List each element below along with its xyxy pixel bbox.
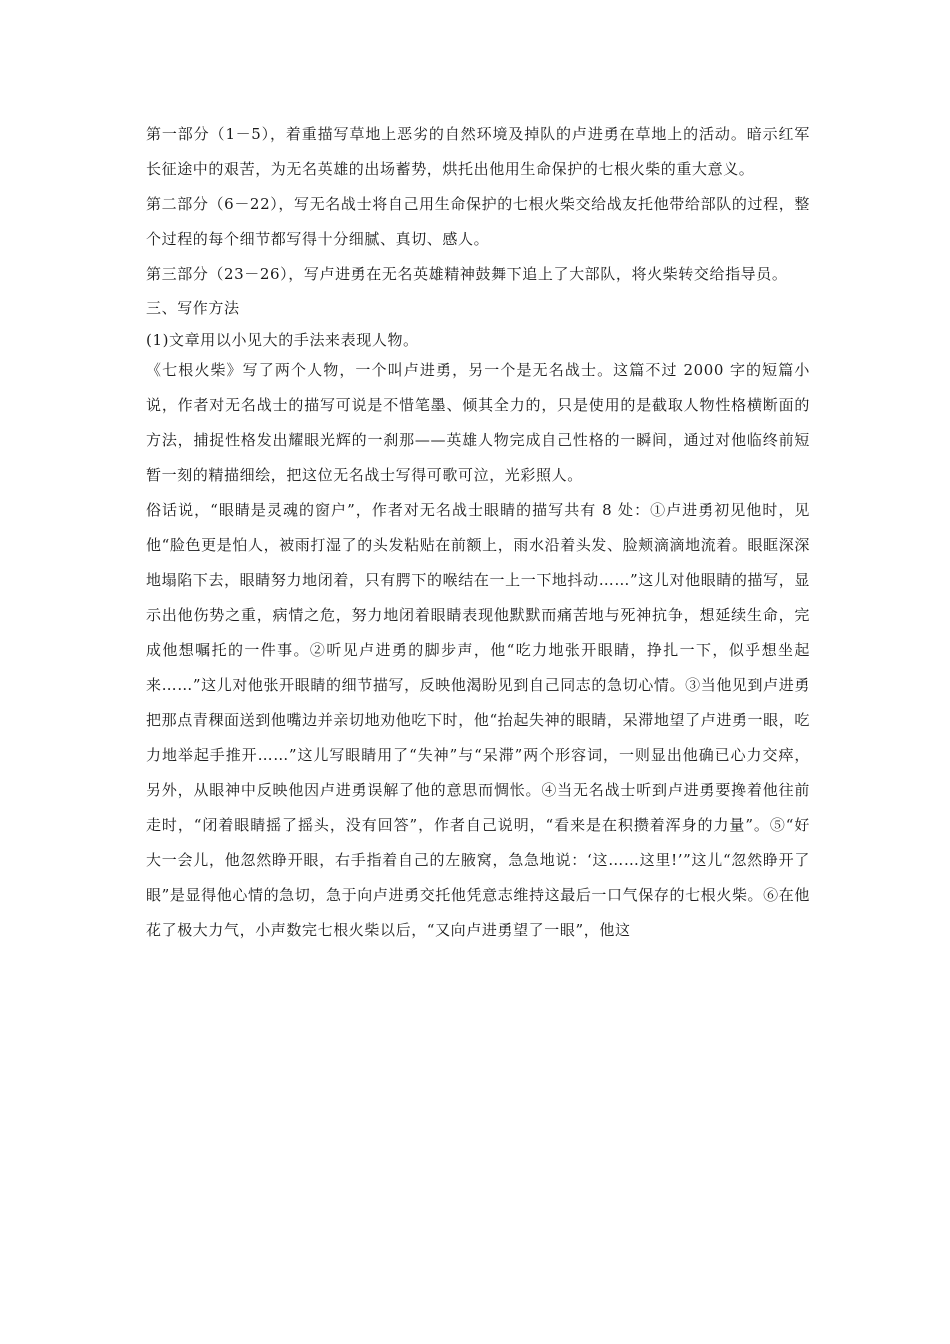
- subheading-method-one: (1)文章用以小见大的手法来表现人物。: [146, 331, 419, 349]
- paragraph-part-two: 第二部分（6－22），写无名战士将自己用生命保护的七根火柴交给战友托他带给部队的过程，整个过程的每个细节都写得十分细腻、真切、感人。: [146, 195, 810, 248]
- paragraph-two-characters: 《七根火柴》写了两个人物，一个叫卢进勇，另一个是无名战士。这篇不过 2000 字的短篇小说，作者对无名战士的描写可说是不惜笔墨、倾其全力的，只是使用的是截取人物性格横断面的方法，捕捉性格发出耀眼光辉的一刹那——英雄人物完成自己性格的一瞬间，通过对他临终前短暂一刻的精描细绘，把这位无名战士写得可歌可泣，光彩照人。: [146, 361, 810, 484]
- paragraph-part-one: 第一部分（1－5），着重描写草地上恶劣的自然环境及掉队的卢进勇在草地上的活动。暗示红军长征途中的艰苦，为无名英雄的出场蓄势，烘托出他用生命保护的七根火柴的重大意义。: [146, 125, 810, 178]
- document-body: [146, 117, 810, 948]
- paragraph-eye-descriptions: 俗话说，“眼睛是灵魂的窗户”，作者对无名战士眼睛的描写共有 8 处：①卢进勇初见他时，见他“脸色更是怕人，被雨打湿了的头发粘贴在前额上，雨水沿着头发、脸颊滴滴地流着。眼眶深深地塌陷下去，眼睛努力地闭着，只有腭下的喉结在一上一下地抖动……”这儿对他眼睛的描写，显示出他伤势之重，病情之危，努力地闭着眼睛表现他默默而痛苦地与死神抗争，想延续生命，完成他想嘱托的一件事。②听见卢进勇的脚步声，他“吃力地张开眼睛，挣扎一下，似乎想坐起来……”这儿对他张开眼睛的细节描写，反映他渴盼见到自己同志的急切心情。③当他见到卢进勇把那点青稞面送到他嘴边并亲切地劝他吃下时，他“抬起失神的眼睛，呆滞地望了卢进勇一眼，吃力地举起手推开……”这儿写眼睛用了“失神”与“呆滞”两个形容词，一则显出他确已心力交瘁，另外，从眼神中反映他因卢进勇误解了他的意思而惆怅。④当无名战士听到卢进勇要搀着他往前走时，“闭着眼睛摇了摇头，没有回答”，作者自己说明，“看来是在积攒着浑身的力量”。⑤“好大一会儿，他忽然睁开眼，右手指着自己的左腋窝，急急地说：‘这……这里!’”这儿“忽然睁开了眼”是显得他心情的急切，急于向卢进勇交托他凭意志维持这最后一口气保存的七根火柴。⑥在他花了极大力气，小声数完七根火柴以后，“又向卢进勇望了一眼”，他这: [146, 501, 810, 939]
- paragraph-part-three: 第三部分（23－26），写卢进勇在无名英雄精神鼓舞下追上了大部队，将火柴转交给指导员。: [146, 265, 788, 283]
- section-heading-writing-method: 三、写作方法: [146, 299, 240, 317]
